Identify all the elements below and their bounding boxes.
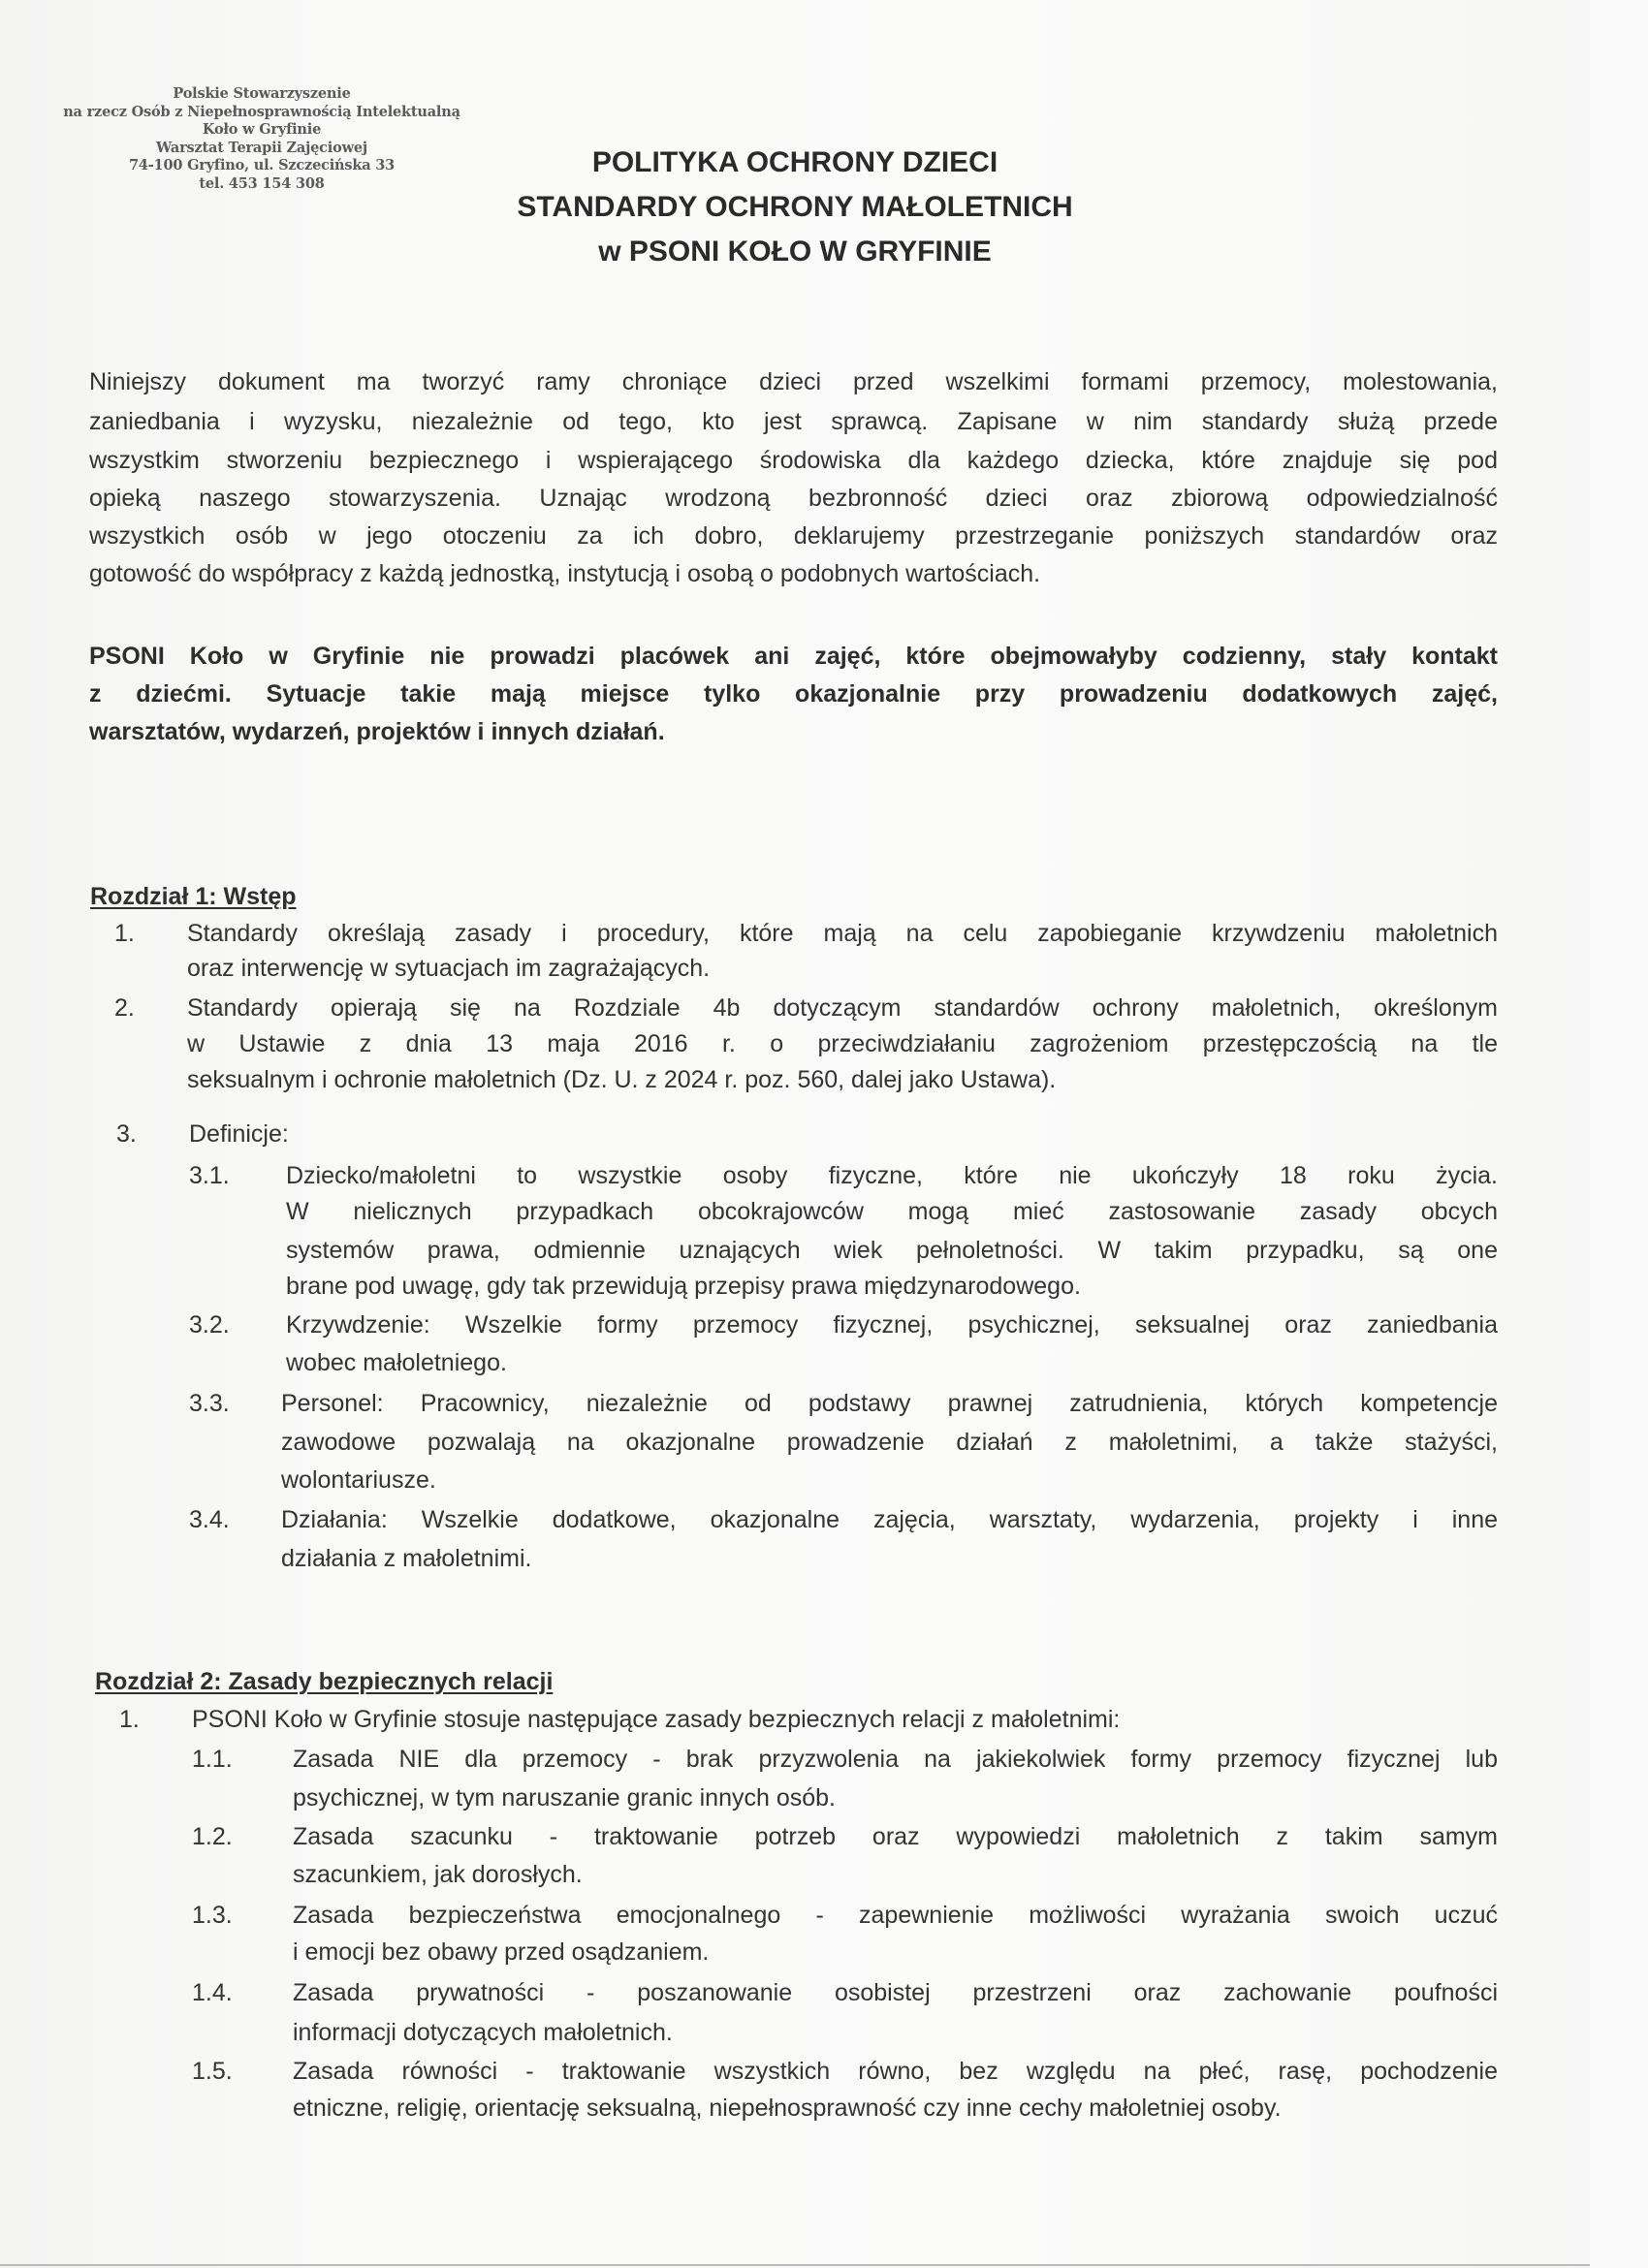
- definition-line: Działania: Wszelkie dodatkowe, okazjonalne zajęcia, warsztaty, wydarzenia, projekty i inne: [281, 1506, 1498, 1533]
- item-number: 1.: [119, 1706, 140, 1733]
- intro-line: gotowość do współpracy z każdą jednostką, instytucją i osobą o podobnych wartościach.: [89, 560, 1041, 587]
- item-line: PSONI Koło w Gryfinie stosuje następujące zasady bezpiecznych relacji z małoletnimi:: [192, 1706, 1121, 1733]
- definition-line: Krzywdzenie: Wszelkie formy przemocy fizycznej, psychicznej, seksualnej oraz zaniedbania: [286, 1311, 1498, 1339]
- title-line-3: w PSONI KOŁO W GRYFINIE: [598, 236, 992, 268]
- definition-line: systemów prawa, odmiennie uznających wiek pełnoletności. W takim przypadku, są one: [286, 1237, 1498, 1264]
- definition-number: 3.4.: [189, 1506, 230, 1533]
- notice-line: z dziećmi. Sytuacje takie mają miejsce tylko okazjonalnie przy prowadzeniu dodatkowych zajęć,: [89, 680, 1498, 708]
- definition-line: wobec małoletniego.: [286, 1349, 507, 1376]
- page-margin: [1590, 0, 1648, 2268]
- stamp-line: tel. 453 154 308: [199, 174, 325, 192]
- definition-line: wolontariusze.: [281, 1466, 436, 1494]
- stamp-line: 74-100 Gryfino, ul. Szczecińska 33: [128, 157, 396, 173]
- stamp-line: na rzecz Osób z Niepełnosprawnością Intelektualną: [63, 103, 460, 120]
- rule-line: etniczne, religię, orientację seksualną, niepełnosprawność czy inne cechy małoletniej osoby.: [293, 2095, 1282, 2122]
- rule-line: Zasada NIE dla przemocy - brak przyzwolenia na jakiekolwiek formy przemocy fizycznej lub: [293, 1746, 1498, 1773]
- definition-line: działania z małoletnimi.: [281, 1545, 532, 1572]
- item-line: w Ustawie z dnia 13 maja 2016 r. o przeciwdziałaniu zagrożeniom przestępczością na tle: [187, 1030, 1498, 1057]
- intro-line: wszystkich osób w jego otoczeniu za ich dobro, deklarujemy przestrzeganie poniższych standardów oraz: [89, 522, 1498, 550]
- item-line: Definicje:: [189, 1120, 289, 1148]
- title-line-1: POLITYKA OCHRONY DZIECI: [591, 146, 998, 178]
- intro-line: wszystkim stworzeniu bezpiecznego i wspierającego środowiska dla każdego dziecka, które znajduje się pod: [89, 447, 1498, 474]
- definition-line: zawodowe pozwalają na okazjonalne prowadzenie działań z małoletnimi, a także stażyści,: [281, 1429, 1498, 1456]
- definition-number: 3.1.: [189, 1162, 230, 1189]
- rule-line: Zasada szacunku - traktowanie potrzeb oraz wypowiedzi małoletnich z takim samym: [293, 1823, 1498, 1850]
- rule-line: szacunkiem, jak dorosłych.: [293, 1861, 583, 1888]
- rule-line: Zasada równości - traktowanie wszystkich równo, bez względu na płeć, rasę, pochodzenie: [293, 2058, 1498, 2085]
- item-line: Standardy opierają się na Rozdziale 4b dotyczącym standardów ochrony małoletnich, określonym: [187, 994, 1498, 1022]
- rule-number: 1.4.: [192, 1979, 233, 2006]
- rule-number: 1.2.: [192, 1823, 233, 1850]
- rule-line: informacji dotyczących małoletnich.: [293, 2019, 673, 2046]
- definition-line: Dziecko/małoletni to wszystkie osoby fizyczne, które nie ukończyły 18 roku życia.: [286, 1162, 1498, 1189]
- page-bottom-edge: [0, 2264, 1590, 2266]
- item-line: oraz interwencję w sytuacjach im zagrażających.: [187, 955, 711, 982]
- chapter-2-heading: Rozdział 2: Zasady bezpiecznych relacji: [95, 1668, 554, 1695]
- notice-line: warsztatów, wydarzeń, projektów i innych działań.: [89, 718, 665, 745]
- item-number: 1.: [114, 920, 135, 947]
- rule-line: psychicznej, w tym naruszanie granic innych osób.: [293, 1784, 836, 1811]
- rule-line: i emocji bez obawy przed osądzaniem.: [293, 1938, 710, 1966]
- definition-number: 3.2.: [189, 1311, 230, 1339]
- intro-line: zaniedbania i wyzysku, niezależnie od tego, kto jest sprawcą. Zapisane w nim standardy służą przede: [89, 408, 1498, 435]
- rule-number: 1.1.: [192, 1746, 233, 1773]
- definition-line: brane pod uwagę, gdy tak przewidują przepisy prawa międzynarodowego.: [286, 1273, 1081, 1300]
- definition-number: 3.3.: [189, 1390, 230, 1417]
- item-line: seksualnym i ochronie małoletnich (Dz. U. z 2024 r. poz. 560, dalej jako Ustawa).: [187, 1066, 1057, 1093]
- item-number: 3.: [116, 1120, 137, 1148]
- item-number: 2.: [114, 994, 135, 1022]
- stamp-line: Warsztat Terapii Zajęciowej: [156, 139, 367, 156]
- organization-stamp: [39, 85, 485, 193]
- definition-line: Personel: Pracownicy, niezależnie od podstawy prawnej zatrudnienia, których kompetencje: [281, 1390, 1498, 1417]
- notice-line: PSONI Koło w Gryfinie nie prowadzi placówek ani zajęć, które obejmowałyby codzienny, stały kontakt: [89, 643, 1498, 670]
- title-line-2: STANDARDY OCHRONY MAŁOLETNICH: [517, 191, 1073, 223]
- item-line: Standardy określają zasady i procedury, które mają na celu zapobieganie krzywdzeniu małoletnich: [187, 920, 1498, 947]
- rule-line: Zasada bezpieczeństwa emocjonalnego - zapewnienie możliwości wyrażania swoich uczuć: [293, 1902, 1498, 1929]
- rule-number: 1.5.: [192, 2058, 233, 2085]
- document-title: [465, 141, 1125, 274]
- intro-line: Niniejszy dokument ma tworzyć ramy chroniące dzieci przed wszelkimi formami przemocy, molestowania,: [89, 368, 1498, 395]
- stamp-line: Koło w Gryfinie: [202, 121, 322, 138]
- chapter-1-heading: Rozdział 1: Wstęp: [90, 883, 297, 910]
- rule-line: Zasada prywatności - poszanowanie osobistej przestrzeni oraz zachowanie poufności: [293, 1979, 1498, 2006]
- intro-line: opieką naszego stowarzyszenia. Uznając wrodzoną bezbronność dzieci oraz zbiorową odpowiedzialność: [89, 485, 1498, 512]
- definition-line: W nielicznych przypadkach obcokrajowców mogą mieć zastosowanie zasady obcych: [286, 1198, 1498, 1225]
- rule-number: 1.3.: [192, 1902, 233, 1929]
- stamp-line: Polskie Stowarzyszenie: [173, 85, 351, 102]
